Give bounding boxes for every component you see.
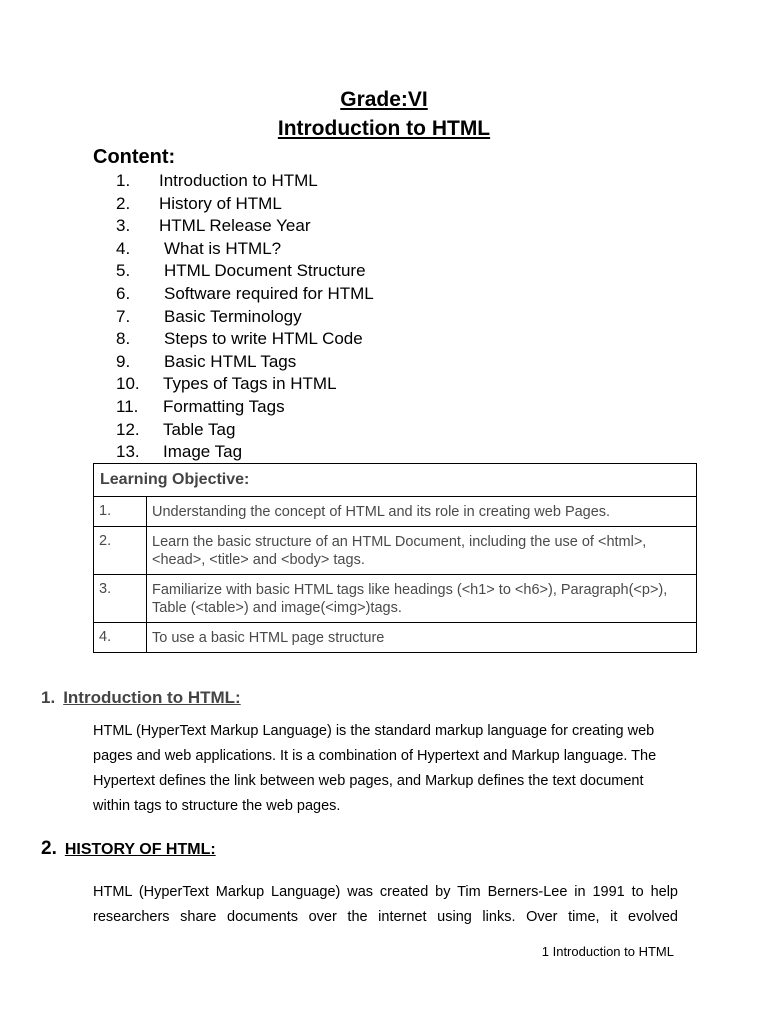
list-item [116,419,374,442]
list-item-number: 4. [116,238,131,258]
list-item [116,260,374,283]
list-item-number: 7. [116,306,131,326]
list-item-label: Steps to write HTML Code [164,329,363,349]
content-list [116,170,374,464]
list-item-label: History of HTML [159,193,282,213]
objective-number: 2. [94,527,147,575]
list-item-number: 12. [116,419,140,439]
objective-text: Familiarize with basic HTML tags like headings (<h1> to <h6>), Paragraph(<p>), Table (<table>) and image(<img>)tags. [147,575,697,623]
list-item-number: 3. [116,216,131,236]
objective-number: 3. [94,575,147,623]
objective-number: 4. [94,623,147,653]
section-number: 2. [41,838,57,859]
list-item-number: 5. [116,261,131,281]
list-item-label: Software required for HTML [164,283,374,303]
list-item-label: HTML Document Structure [164,261,366,281]
page-title: Introduction to HTML [277,117,491,140]
table-row [94,497,697,527]
list-item [116,351,374,374]
list-item-label: HTML Release Year [159,216,311,236]
list-item-number: 1. [116,171,131,190]
section-number: 1. [41,688,56,707]
list-item [116,396,374,419]
table-row [94,623,697,653]
list-item-number: 10. [116,374,140,394]
list-item [116,441,374,464]
objective-text: Learn the basic structure of an HTML Document, including the use of <html>,<head>, <title> and <body> tags. [147,527,697,575]
list-item-label: Image Tag [163,442,243,462]
list-item-label: Types of Tags in HTML [163,374,337,394]
list-item-label: Introduction to HTML [159,171,318,190]
objective-number: 1. [94,497,147,527]
section-heading-history [41,838,216,860]
content-heading: Content: [93,146,176,168]
section-title: HISTORY OF HTML: [64,841,216,858]
learning-objectives-table [93,463,697,653]
list-item-number: 6. [116,283,131,303]
learning-objectives-heading: Learning Objective: [94,464,697,497]
list-item-number: 11. [116,396,139,416]
list-item [116,238,374,261]
list-item [116,170,374,193]
objective-text: To use a basic HTML page structure [147,623,697,653]
list-item-number: 9. [116,351,131,371]
list-item-number: 13. [116,442,140,462]
section-heading-introduction [41,688,241,708]
table-row [94,527,697,575]
grade-heading: Grade:VI [340,88,428,111]
list-item-label: What is HTML? [164,238,282,258]
page-footer: 1 Introduction to HTML [541,944,674,959]
list-item-label: Formatting Tags [163,396,285,416]
section-paragraph-history: HTML (HyperText Markup Language) was created by Tim Berners-Lee in 1991 to help researchers share documents over the internet using links. Over time, it evolved [93,884,678,925]
section-paragraph-introduction: HTML (HyperText Markup Language) is the standard markup language for creating web pages and web applications. It is a combination of Hypertext and Markup language. The Hypertext defines the link between web pages, and Markup defines the text document within tags to structure the web pages. [93,723,657,814]
list-item-label: Basic Terminology [164,306,302,326]
list-item [116,215,374,238]
list-item [116,373,374,396]
list-item [116,306,374,329]
list-item [116,193,374,216]
list-item-label: Basic HTML Tags [164,351,297,371]
table-row [94,575,697,623]
list-item [116,328,374,351]
list-item-label: Table Tag [163,419,236,439]
section-title: Introduction to HTML: [63,688,241,707]
list-item-number: 2. [116,193,131,213]
list-item [116,283,374,306]
objective-text: Understanding the concept of HTML and its role in creating web Pages. [147,497,697,527]
list-item-number: 8. [116,329,131,349]
